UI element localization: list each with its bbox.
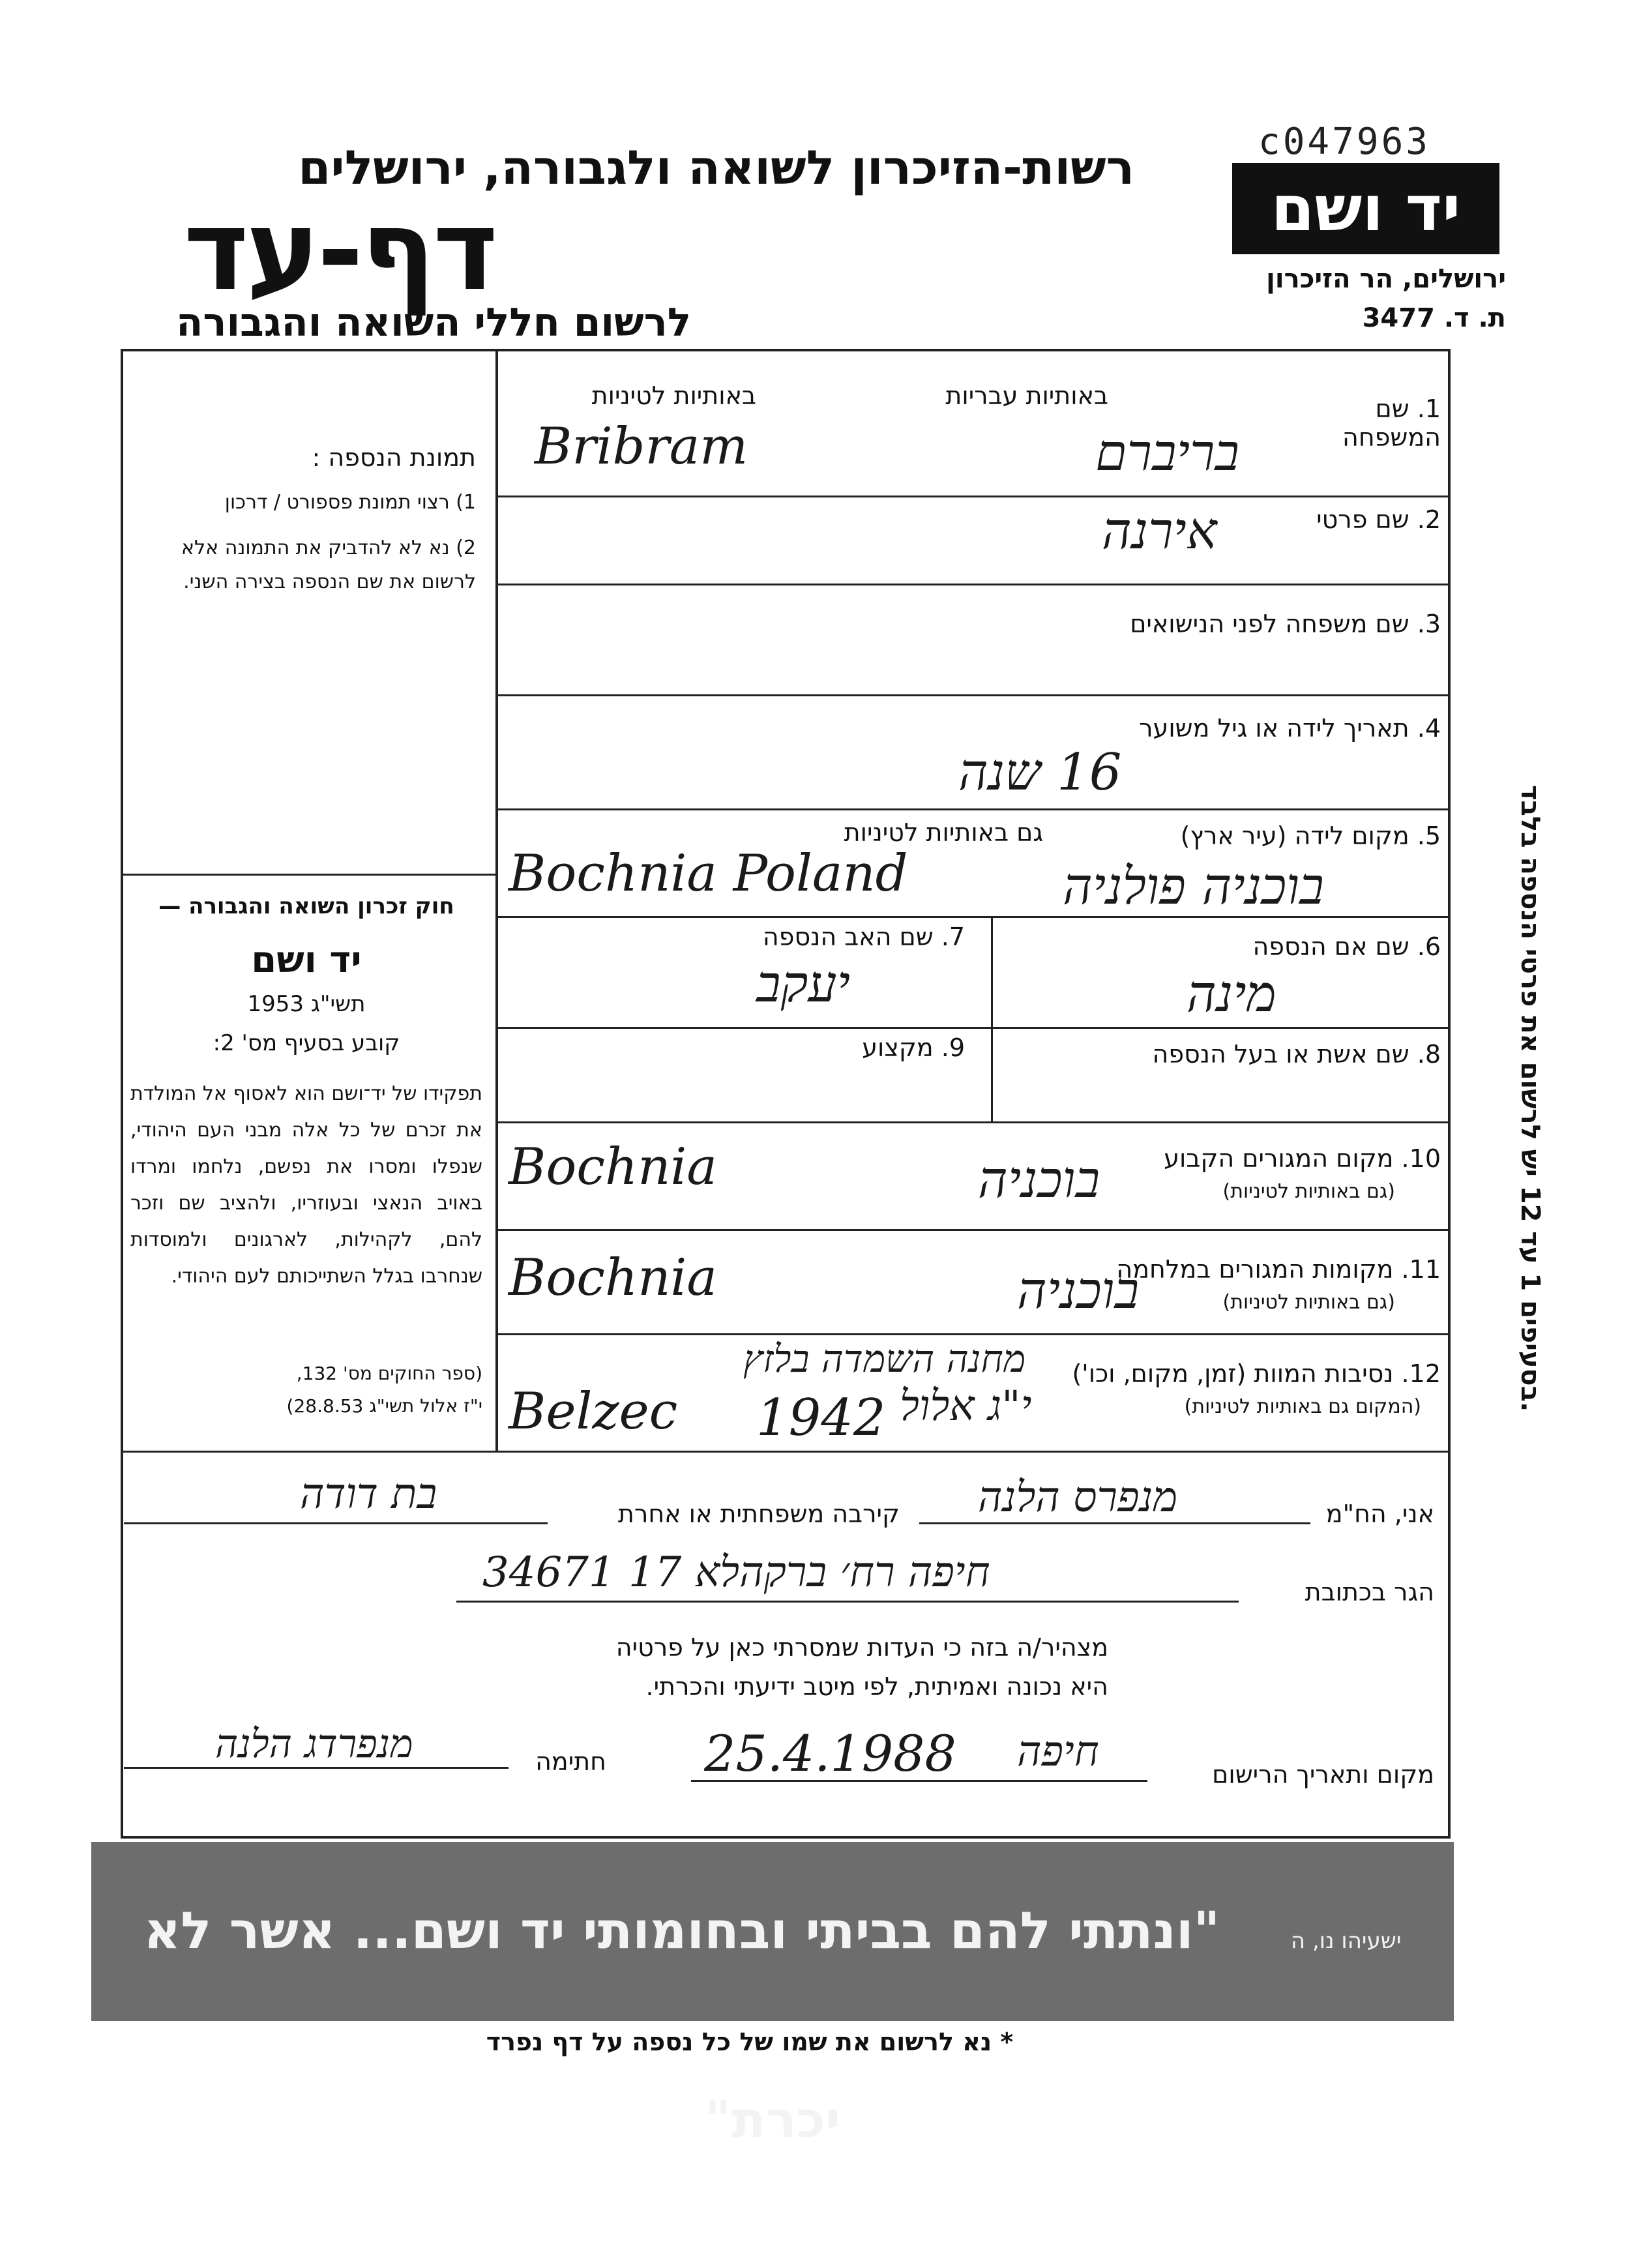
field-5-latin-value[interactable]: Bochnia Poland bbox=[509, 844, 908, 903]
banner-source: ישעיהו נו, ה bbox=[1290, 1928, 1402, 1954]
law-ref-2: י"ז אלול תשי"ג 28.8.53) bbox=[286, 1395, 482, 1417]
left-panel-divider bbox=[121, 874, 497, 876]
field-11-hebrew-value[interactable]: בוכניה bbox=[1017, 1262, 1140, 1320]
law-section: קובע בסעיף מס' 2: bbox=[213, 1030, 400, 1056]
field-12-latin-value[interactable]: Belzec bbox=[509, 1382, 678, 1441]
relation-label: קירבה משפחתית או אחרת bbox=[617, 1500, 900, 1528]
signature-label: חתימה bbox=[535, 1747, 606, 1776]
address-line bbox=[456, 1601, 1239, 1603]
divider bbox=[497, 1121, 1449, 1123]
declaration-line-1: מצהיר/ה בזה כי העדות שמסרתי כאן על פרטיה bbox=[615, 1633, 1108, 1662]
divider bbox=[497, 1229, 1449, 1231]
name-line bbox=[919, 1522, 1310, 1524]
left-column-divider bbox=[495, 349, 498, 1451]
field-1-label: 1. שם המשפחה bbox=[1342, 394, 1441, 452]
field-11-sublabel: (גם באותיות לטיניות) bbox=[1222, 1291, 1395, 1314]
page-title: דף-עד bbox=[183, 186, 495, 316]
divider bbox=[497, 495, 1449, 497]
photo-note-2: 2) נא לא להדביק את התמונה אלא לרשום את שם הנספה בצירה השני. bbox=[181, 537, 476, 593]
law-year: תשי"ג 1953 bbox=[247, 991, 366, 1017]
field-7-label: 7. שם האב הנספה bbox=[762, 923, 965, 951]
latin-column-heading: באותיות לטיניות bbox=[591, 381, 756, 410]
field-12-hebrew-value[interactable]: מחנה השמדה בלזץ bbox=[743, 1337, 1026, 1381]
field-6-label: 6. שם אם הנספה bbox=[1252, 932, 1441, 961]
field-12-label: 12. נסיבות המוות (זמן, מקום, וכו') bbox=[1072, 1359, 1441, 1388]
field-10-latin-value[interactable]: Bochnia bbox=[509, 1138, 717, 1196]
footnote: * נא לרשום את שמו של כל נספה על דף נפרד bbox=[486, 2028, 1014, 2056]
field-10-label: 10. מקום המגורים הקבוע bbox=[1164, 1144, 1441, 1173]
signature-value[interactable]: מנפרדג הלנה bbox=[215, 1721, 413, 1767]
page-subtitle: לרשום חללי השואה והגבורה bbox=[176, 300, 691, 346]
field-1-latin-value[interactable]: Bribram bbox=[535, 417, 748, 476]
address-value[interactable]: חיפה רח׳ ברקהלא 17 34671 bbox=[482, 1548, 990, 1597]
place-date-label: מקום ותאריך הרישום bbox=[1212, 1760, 1434, 1789]
photo-note-1: 1) רצוי תמונת פספורט / דרכון bbox=[224, 491, 476, 514]
address-label: הגר בכתובת bbox=[1305, 1578, 1434, 1606]
date-value[interactable]: 25.4.1988 bbox=[704, 1724, 956, 1782]
divider bbox=[497, 584, 1449, 585]
field-7-value[interactable]: יעקב bbox=[756, 955, 850, 1014]
law-name: יד ושם bbox=[251, 939, 362, 981]
divider bbox=[497, 916, 1449, 918]
divider bbox=[497, 1333, 1449, 1335]
divider bbox=[497, 1027, 1449, 1029]
logo-address: ירושלים, הר הזיכרון bbox=[1266, 264, 1506, 294]
declaration-line-2: היא נכונה ואמיתית, לפי מיטב ידיעתי והכרתי. bbox=[645, 1672, 1108, 1701]
divider bbox=[497, 808, 1449, 810]
yad-vashem-logo: יד ושם bbox=[1232, 163, 1499, 254]
field-11-label: 11. מקומות המגורים במלחמה bbox=[1116, 1255, 1441, 1284]
law-text: תפקידו של יד־ושם הוא לאסוף אל המולדת את זכרם של כל אלה מבני העם היהודי, שנפלו ומסרו את נפשם, נלחמו ומרדו באויב הנאצי ובעוזריו, ולהציב שם וזכר להם, לקהילות, לארגונים ולמוסדות שנחרבו בגלל השתייכותם לעם היהודי. bbox=[130, 1082, 482, 1288]
field-11-latin-value[interactable]: Bochnia bbox=[509, 1249, 717, 1307]
declarant-name[interactable]: מנפרס הלנה bbox=[978, 1473, 1178, 1522]
field-10-hebrew-value[interactable]: בוכניה bbox=[978, 1151, 1100, 1209]
hebrew-column-heading: באותיות עבריות bbox=[945, 381, 1108, 410]
declarant-i-am-label: אני, הח"מ bbox=[1325, 1500, 1434, 1528]
photo-box-title: תמונת הנספה : bbox=[312, 443, 476, 472]
field-4-value[interactable]: 16 שנה bbox=[958, 743, 1122, 802]
field-5-latin-label: גם באותיות לטיניות bbox=[844, 818, 1043, 847]
logo-po-box: ת. ד. 3477 bbox=[1362, 303, 1506, 333]
field-12-year[interactable]: 1942 bbox=[756, 1389, 886, 1447]
law-title: חוק זכרון השואה והגבורה — bbox=[158, 893, 454, 919]
field-10-sublabel: (גם באותיות לטיניות) bbox=[1222, 1180, 1395, 1203]
place-value[interactable]: חיפה bbox=[1017, 1728, 1099, 1776]
field-6-value[interactable]: מינה bbox=[1187, 965, 1276, 1024]
field-9-label: 9. מקצוע bbox=[862, 1033, 965, 1062]
field-5-label: 5. מקום לידה (עיר ארץ) bbox=[1180, 821, 1441, 850]
row-6-9-divider bbox=[991, 916, 993, 1121]
divider bbox=[497, 694, 1449, 696]
field-1-hebrew-value[interactable]: בריברם bbox=[1095, 424, 1239, 482]
authority-heading: רשות-הזיכרון לשואה ולגבורה, ירושלים bbox=[298, 140, 1134, 195]
serial-number: c047963 bbox=[1258, 121, 1431, 163]
relation-line bbox=[124, 1522, 548, 1524]
relation-value[interactable]: בת דודה bbox=[300, 1470, 437, 1518]
field-8-label: 8. שם אשת או בעל הנספה bbox=[1152, 1040, 1441, 1069]
field-5-hebrew-value[interactable]: בוכניה פולניה bbox=[1063, 857, 1324, 916]
side-note: בסעיפים 1 עד 12 יש לרשום את פרטי הנספה בלבד. bbox=[1515, 785, 1545, 1412]
signature-line bbox=[124, 1767, 509, 1769]
field-2-value[interactable]: אירנה bbox=[1102, 502, 1217, 561]
divider bbox=[121, 1451, 1451, 1453]
law-ref-1: (ספר החוקים מס' 132, bbox=[296, 1363, 482, 1384]
field-12-date-hebrew[interactable]: י"ג אלול bbox=[900, 1382, 1032, 1430]
field-3-label: 3. שם משפחה לפני הנישואים bbox=[1130, 610, 1441, 638]
banner-quote: "ונתתי להם בביתי ובחומותי יד ושם... אשר לא יכרת" bbox=[143, 1902, 1220, 2150]
field-4-label: 4. תאריך לידה או גיל משוער bbox=[1139, 714, 1441, 743]
field-2-label: 2. שם פרטי bbox=[1316, 505, 1441, 534]
field-12-sublabel: (המקום גם באותיות לטיניות) bbox=[1184, 1395, 1421, 1418]
